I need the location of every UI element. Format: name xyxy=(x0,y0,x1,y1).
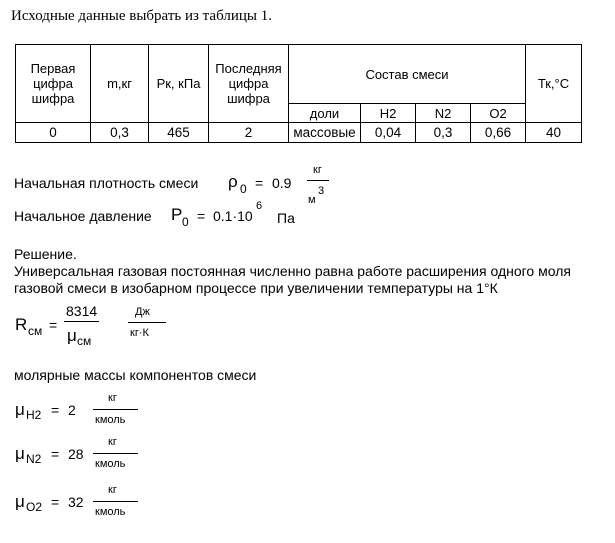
header-first-digit: Первая цифра шифра xyxy=(16,45,91,123)
header-n2: N2 xyxy=(416,104,471,123)
pressure-label: Начальное давление xyxy=(14,208,152,224)
header-last-digit: Последняя цифра шифра xyxy=(209,45,289,123)
cell-n2: 0,3 xyxy=(416,123,471,143)
cell-last-digit: 2 xyxy=(209,123,289,143)
cell-o2: 0,66 xyxy=(471,123,526,143)
solution-line-2: газовой смеси в изобарном процессе при увеличении температуры на 1°К xyxy=(14,280,498,296)
header-shares: доли xyxy=(289,104,361,123)
molar-label: молярные массы компонентов смеси xyxy=(14,367,257,383)
cell-first-digit: 0 xyxy=(16,123,91,143)
header-o2: O2 xyxy=(471,104,526,123)
source-data-table xyxy=(15,44,582,143)
cell-tk: 40 xyxy=(526,123,582,143)
header-tk: Тк,°С xyxy=(526,45,582,123)
header-mass: m,кг xyxy=(91,45,149,123)
intro-text: Исходные данные выбрать из таблицы 1. xyxy=(11,8,272,24)
header-pk: Рк, кПа xyxy=(149,45,209,123)
header-composition: Состав смеси xyxy=(289,45,526,104)
cell-shares: массовые xyxy=(289,123,361,143)
density-label: Начальная плотность смеси xyxy=(14,175,199,191)
cell-mass: 0,3 xyxy=(91,123,149,143)
header-h2: H2 xyxy=(361,104,416,123)
cell-h2: 0,04 xyxy=(361,123,416,143)
solution-heading: Решение. xyxy=(14,246,77,262)
solution-line-1: Универсальная газовая постоянная численно равна работе расширения одного моля xyxy=(14,263,571,279)
cell-pk: 465 xyxy=(149,123,209,143)
